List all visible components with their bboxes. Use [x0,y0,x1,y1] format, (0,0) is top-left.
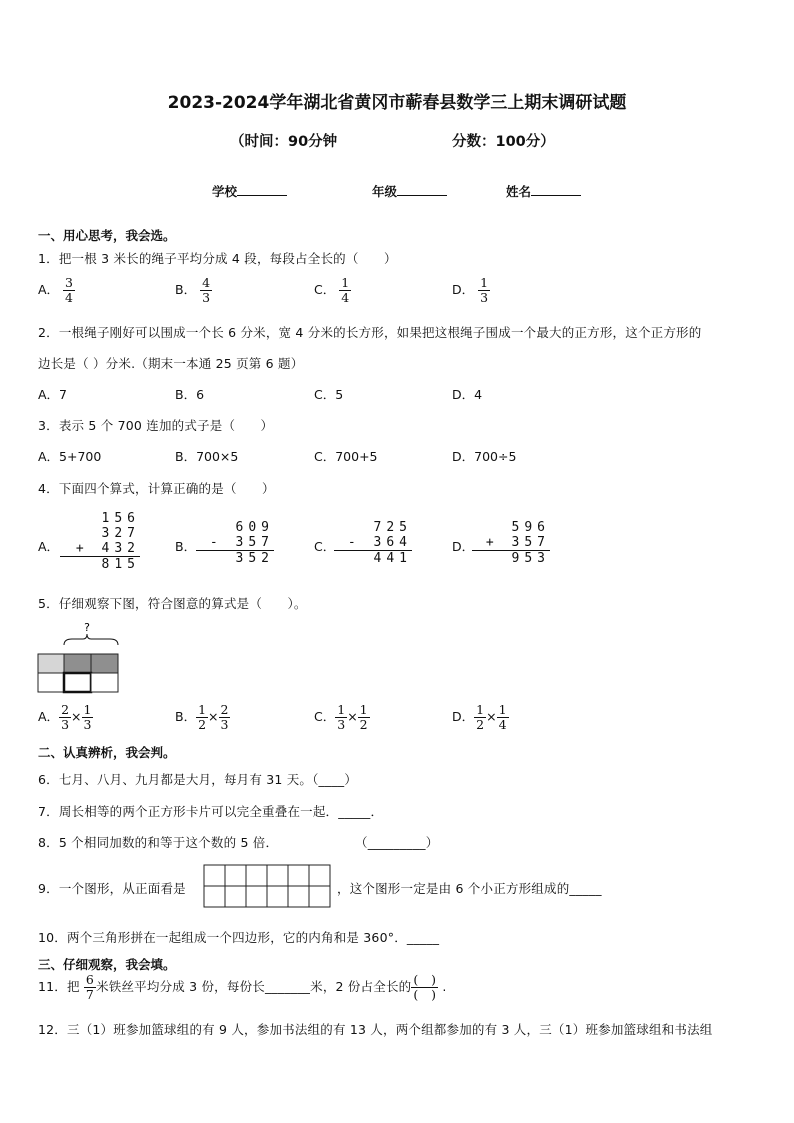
option-label: C． [314,709,336,724]
question-5: 5．仔细观察下图，符合图意的算式是（ ）。 [38,596,307,611]
option-label: B． [175,709,197,724]
figure-cell [64,654,91,673]
q3-option-d[interactable]: D．700÷5 [452,449,517,464]
figure-cell [38,654,64,673]
q2-option-a[interactable]: A．7 [38,387,68,402]
question-4: 4．下面四个算式，计算正确的是（ ） [38,481,275,496]
q5-option-d[interactable] [452,703,509,732]
grade-label: 年级 [372,184,398,199]
q5-option-a[interactable] [38,703,93,732]
q11-prefix: 11．把 [38,979,80,994]
page-title: 2023-2024学年湖北省黄冈市蕲春县数学三上期末调研试题 [167,93,627,113]
calc-result: 441 [334,550,412,566]
q5-option-b[interactable] [175,703,230,732]
question-8: 8．5 个相同加数的和等于这个数的 5 倍． [38,835,279,850]
option-label: A． [38,709,60,724]
question-11 [38,973,447,1002]
q4-option-c-label[interactable]: C． [314,539,336,554]
calc-row: 609 [235,520,274,535]
calc-row: - 357 [209,535,274,550]
q4-option-b-label[interactable]: B． [175,539,197,554]
answer-fraction[interactable]: $\frac{( )}{( )}$ [413,972,437,1002]
section-2-title: 二、认真辨析，我会判。 [38,745,176,760]
q4-option-a-label[interactable]: A． [38,539,60,554]
fraction: $\frac{4}{3}$ [202,275,211,305]
grade-field [372,182,447,200]
fraction: $\frac{2}{3}$ [61,702,70,732]
question-9-prefix: 9．一个图形，从正面看是 [38,881,186,896]
q1-option-a[interactable] [38,276,75,305]
exam-time: （时间：90分钟 [230,134,338,150]
question-2-line-2: 边长是（ ）分米.（期末一本通 25 页第 6 题） [38,356,304,371]
fraction: $\frac{1}{2}$ [198,702,207,732]
question-3: 3．表示 5 个 700 连加的式子是（ ） [38,418,274,433]
q4-option-a-calc [60,511,140,572]
question-7: 7．周长相等的两个正方形卡片可以完全重叠在一起．_____． [38,804,384,819]
q3-option-b[interactable]: B．700×5 [175,449,239,464]
calc-result: 953 [472,550,550,566]
section-3-title: 三、仔细观察，我会填。 [38,957,176,972]
q1-option-c[interactable] [314,276,351,305]
calc-row: + 432 [75,541,140,556]
grade-blank[interactable] [397,195,447,196]
q5-option-c[interactable] [314,703,370,732]
school-label: 学校 [212,184,238,199]
option-label: B． [175,282,197,297]
q11-middle: 米铁丝平均分成 3 份，每份长_______米，2 份占全长的 [96,979,412,994]
calc-result: 352 [196,550,274,566]
q3-option-a[interactable]: A．5+700 [38,449,102,464]
name-field [506,182,581,200]
q2-option-b[interactable]: B．6 [175,387,205,402]
times-sign: × [208,709,219,724]
q2-option-d[interactable]: D．4 [452,387,483,402]
exam-score: 分数：100分） [452,134,555,150]
name-label: 姓名 [506,184,532,199]
figure-cell [64,673,91,692]
calc-row: 596 [511,520,550,535]
fraction: $\frac{2}{3}$ [220,702,229,732]
q4-option-d-calc [472,520,550,566]
fraction: $\frac{1}{3}$ [337,702,346,732]
option-label: A． [38,282,60,297]
figure-question-mark: ? [84,621,90,634]
q4-option-d-label[interactable]: D． [452,539,475,554]
calc-row: 725 [373,520,412,535]
calc-row: + 357 [485,535,550,550]
q9-front-view-figure [203,864,333,910]
fraction: $\frac{1}{4}$ [498,702,507,732]
figure-cell [91,673,118,692]
calc-row: - 364 [347,535,412,550]
calc-row: 327 [101,526,140,541]
section-1-title: 一、用心思考，我会选。 [38,228,176,243]
calc-row: 156 [101,511,140,526]
question-1: 1．把一根 3 米长的绳子平均分成 4 段，每段占全长的（ ） [38,251,397,266]
q3-option-c[interactable]: C．700+5 [314,449,378,464]
q5-figure [36,620,122,694]
q1-option-b[interactable] [175,276,212,305]
question-9-suffix: ，这个图形一定是由 6 个小正方形组成的_____ [337,881,602,896]
q4-option-b-calc [196,520,274,566]
option-label: D． [452,282,475,297]
figure-cell [91,654,118,673]
fraction: $\frac{1}{2}$ [476,702,485,732]
question-12: 12．三（1）班参加篮球组的有 9 人，参加书法组的有 13 人，两个组都参加的有 3 人，三（1）班参加篮球组和书法组 [38,1022,713,1037]
figure-brace [64,634,118,645]
q11-end: . [442,979,447,994]
figure-cell [38,673,64,692]
option-label: D． [452,709,475,724]
q1-option-d[interactable] [452,276,490,305]
question-2-line-1: 2．一根绳子刚好可以围成一个长 6 分米，宽 4 分米的长方形，如果把这根绳子围成一个最大的正方形，这个正方形的 [38,325,702,340]
fraction: $\frac{3}{4}$ [65,275,73,305]
school-field [212,182,287,200]
q2-option-c[interactable]: C．5 [314,387,344,402]
fraction: $\frac{1}{4}$ [341,275,350,305]
fraction: $\frac{6}{7}$ [85,972,95,1002]
times-sign: × [71,709,82,724]
fraction: $\frac{1}{3}$ [480,275,489,305]
option-label: C． [314,282,336,297]
fraction: $\frac{1}{3}$ [83,702,92,732]
calc-result: 815 [60,556,140,572]
question-10: 10．两个三角形拼在一起组成一个四边形，它的内角和是 360°．_____ [38,930,440,945]
times-sign: × [486,709,497,724]
name-blank[interactable] [531,195,581,196]
school-blank[interactable] [237,195,287,196]
fraction: $\frac{1}{2}$ [359,702,368,732]
q4-option-c-calc [334,520,412,566]
question-6: 6．七月、八月、九月都是大月，每月有 31 天。（____） [38,772,358,787]
question-8-answer[interactable]: （_________） [355,835,439,850]
times-sign: × [347,709,358,724]
